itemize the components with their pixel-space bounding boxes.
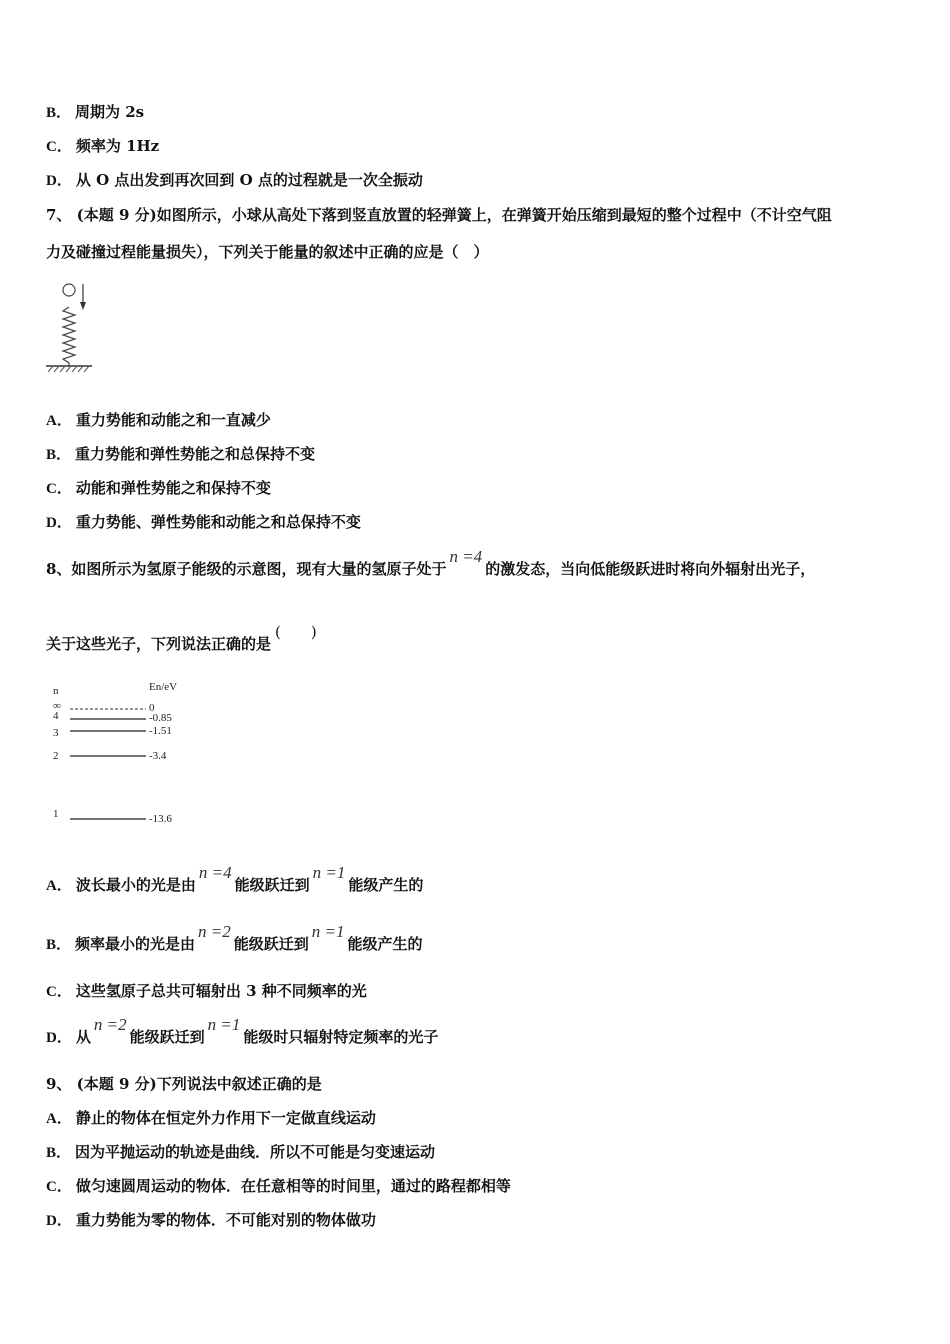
option-text-part: 能级跃迁到 <box>129 1028 205 1046</box>
q9-option-a <box>46 1108 376 1129</box>
option-text: 重力势能和弹性势能之和总保持不变 <box>75 445 316 463</box>
math-expr: n =1 <box>312 863 346 882</box>
q9-option-c <box>46 1176 511 1197</box>
math-expr: n =2 <box>198 922 231 941</box>
q7-option-c <box>46 478 271 499</box>
option-text: 重力势能、弹性势能和动能之和总保持不变 <box>75 513 361 531</box>
option-letter: D． <box>46 173 72 189</box>
option-letter: D． <box>46 1030 72 1046</box>
q6-option-b <box>46 102 144 123</box>
option-text-part: 能级产生的 <box>348 876 424 894</box>
option-text: 静止的物体在恒定外力作用下一定做直线运动 <box>75 1109 376 1127</box>
math-expr: n =1 <box>207 1015 241 1034</box>
spring-icon <box>63 307 75 366</box>
option-text-part: 能级时只辐射特定频率的光子 <box>243 1028 439 1046</box>
level-n-inf: ∞ <box>53 700 61 712</box>
level-value-3: -1.51 <box>149 725 172 737</box>
option-text: 做匀速圆周运动的物体．在任意相等的时间里，通过的路程都相等 <box>75 1177 511 1195</box>
ground-hatch <box>48 366 89 372</box>
option-letter: A． <box>46 413 72 429</box>
q9-option-b <box>46 1142 435 1163</box>
option-text-part: 波长最小的光是由 <box>75 876 196 894</box>
option-text-part: 频率最小的光是由 <box>75 935 196 953</box>
level-value-4: -0.85 <box>149 712 172 724</box>
option-text: 动能和弹性势能之和保持不变 <box>75 479 271 497</box>
option-text: 重力势能和动能之和一直减少 <box>75 411 271 429</box>
option-letter: D． <box>46 1213 72 1229</box>
option-letter: A． <box>46 1111 72 1127</box>
option-letter: B． <box>46 447 72 463</box>
q7-option-d <box>46 512 361 533</box>
q8-stem-line2 <box>46 623 317 654</box>
option-text: 这些氢原子总共可辐射出 3 种不同频率的光 <box>75 982 367 1000</box>
spring-ball-figure <box>44 280 96 376</box>
math-expr: n =4 <box>198 863 232 882</box>
q7-stem-line2: 力及碰撞过程能量损失），下列关于能量的叙述中正确的应是（ ） <box>46 243 489 261</box>
q7-stem-line1: 7、 (本题 9 分)如图所示，小球从高处下落到竖直放置的轻弹簧上，在弹簧开始压缩到最短的整个过程中（不计空气阻 <box>46 206 832 224</box>
q8-option-b <box>46 922 423 955</box>
option-letter: B． <box>46 105 72 121</box>
energy-axis-label: En/eV <box>149 681 178 693</box>
math-n4: n =4 <box>449 547 483 566</box>
option-text-part: 能级产生的 <box>347 935 423 953</box>
ball-icon <box>63 284 75 296</box>
option-letter: D． <box>46 515 72 531</box>
option-letter: C． <box>46 1179 72 1195</box>
option-text-part: 能级跃迁到 <box>233 935 309 953</box>
option-letter: C． <box>46 481 72 497</box>
option-text: 频率为 1Hz <box>75 137 160 155</box>
option-text: 从 O 点出发到再次回到 O 点的过程就是一次全振动 <box>75 171 423 189</box>
level-value-1: -13.6 <box>149 813 172 825</box>
option-letter: B． <box>46 937 72 953</box>
level-n-2: 2 <box>53 750 59 762</box>
level-n-1: 1 <box>53 808 59 820</box>
level-value-2: -3.4 <box>149 750 167 762</box>
q8-option-a <box>46 863 424 896</box>
q8-stem-part1: 8、如图所示为氢原子能级的示意图，现有大量的氢原子处于 <box>46 560 447 578</box>
q9-stem: 9、 (本题 9 分)下列说法中叙述正确的是 <box>46 1075 322 1093</box>
q6-option-c <box>46 136 159 157</box>
option-letter: B． <box>46 1145 72 1161</box>
arrow-head-icon <box>80 302 86 310</box>
level-value-inf: 0 <box>149 702 155 714</box>
n-axis-label: n <box>53 685 59 697</box>
option-letter: C． <box>46 139 72 155</box>
level-n-3: 3 <box>53 727 59 739</box>
q8-stem-part2: 的激发态，当向低能级跃进时将向外辐射出光子， <box>485 560 816 578</box>
q8-stem-part3: 关于这些光子，下列说法正确的是 <box>46 635 272 653</box>
q8-stem-line1 <box>46 547 816 579</box>
q7-option-b <box>46 444 315 465</box>
option-text-part: 从 <box>75 1028 91 1046</box>
q8-option-d <box>46 1015 439 1048</box>
option-text: 重力势能为零的物体．不可能对别的物体做功 <box>75 1211 376 1229</box>
math-expr: n =1 <box>311 922 345 941</box>
q8-option-c <box>46 981 367 1002</box>
q9-option-d <box>46 1210 376 1231</box>
answer-paren: ( ) <box>275 623 317 641</box>
level-n-4: 4 <box>53 710 59 722</box>
q6-option-d <box>46 170 423 191</box>
option-text-part: 能级跃迁到 <box>234 876 310 894</box>
option-letter: C． <box>46 984 72 1000</box>
option-text: 因为平抛运动的轨迹是曲线．所以不可能是匀变速运动 <box>75 1143 436 1161</box>
option-letter: A． <box>46 878 72 894</box>
energy-level-diagram <box>44 676 204 832</box>
option-text: 周期为 2s <box>75 103 145 121</box>
q7-option-a <box>46 410 271 431</box>
math-expr: n =2 <box>93 1015 127 1034</box>
